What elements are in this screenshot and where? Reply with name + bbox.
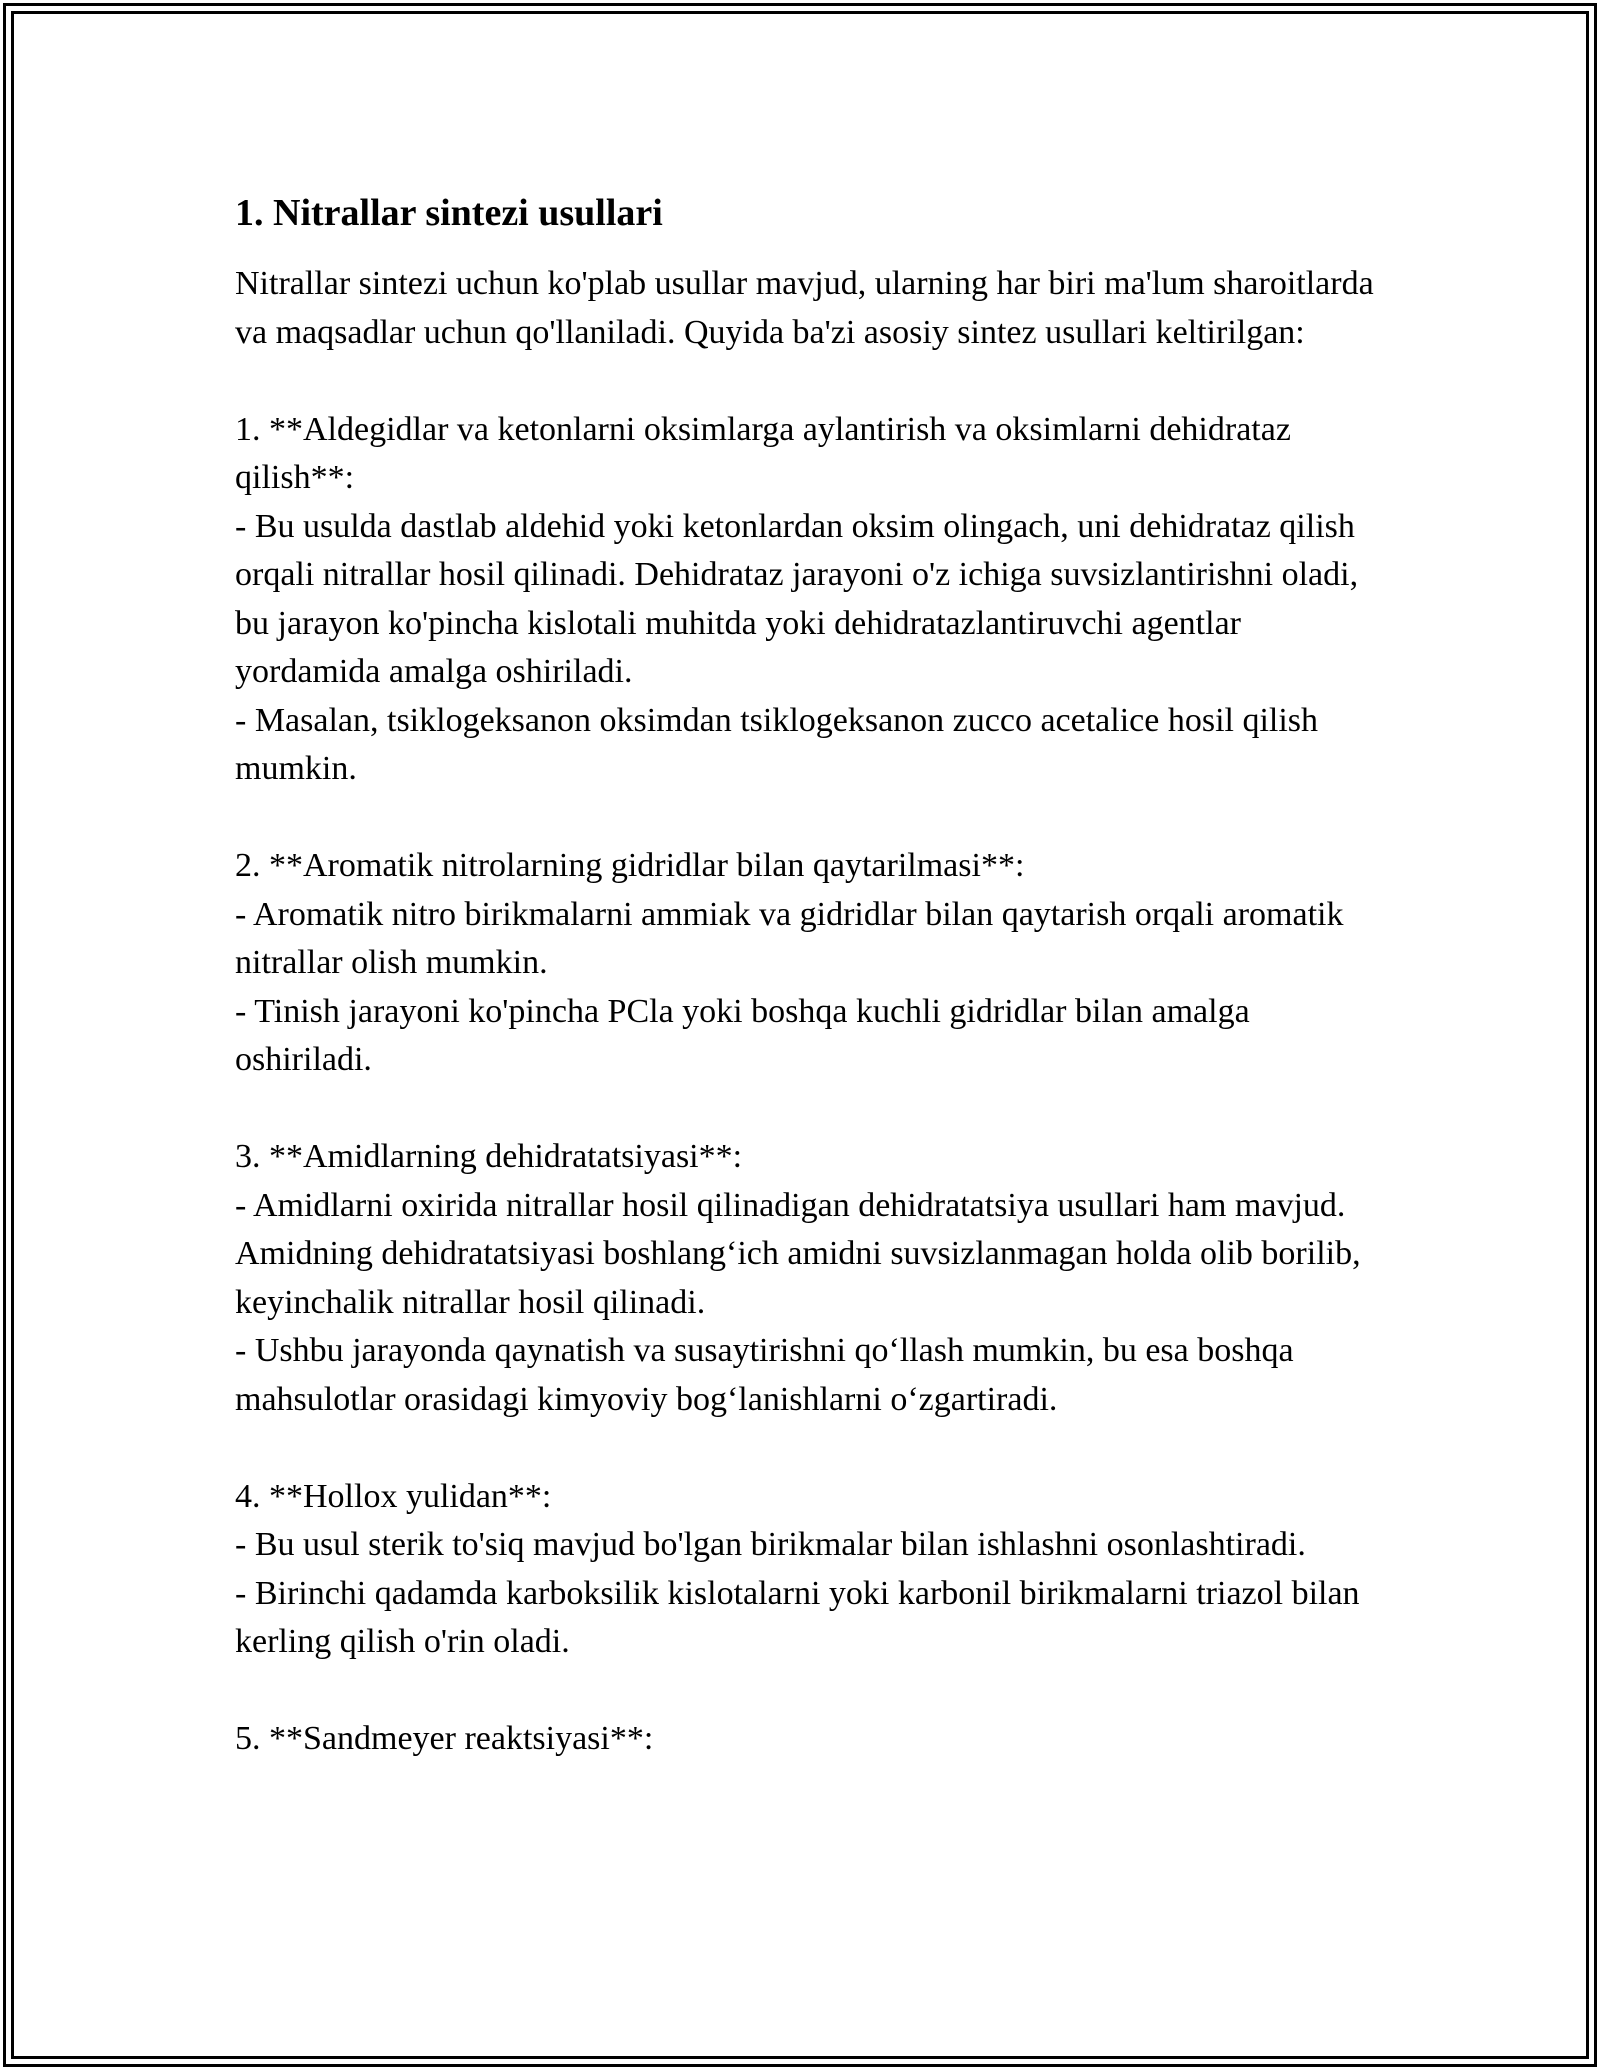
document-page bbox=[235, 188, 1375, 1764]
document-heading: 1. Nitrallar sintezi usullari bbox=[235, 192, 663, 234]
document-body-text: Nitrallar sintezi uchun ko'plab usullar mavjud, ularning har biri ma'lum sharoitlarda va maqsadlar uchun qo'llaniladi. Quyida ba'zi asosiy sintez usullari keltirilgan: 1. **Aldegidlar va ketonlarni oksimlarga aylantirish va oksimlarni dehidrataz qilish**: - Bu usulda dastlab aldehid yoki ketonlardan oksim olingach, uni dehidrataz qilish orqali nitrallar hosil qilinadi. Dehidrataz jarayoni o'z ichiga suvsizlantirishni oladi, bu jarayon ko'pincha kislotali muhitda yoki dehidratazlantiruvchi agentlar yordamida amalga oshiriladi. - Masalan, tsiklogeksanon oksimdan tsiklogeksanon zucco acetalice hosil qilish mumkin. 2. **Aromatik nitrolarning gidridlar bilan qaytarilmasi**: - Aromatik nitro birikmalarni ammiak va gidridlar bilan qaytarish orqali aromatik nitrallar olish mumkin. - Tinish jarayoni ko'pincha PCla yoki boshqa kuchli gidridlar bilan amalga oshiriladi. 3. **Amidlarning dehidratatsiyasi**: - Amidlarni oxirida nitrallar hosil qilinadigan dehidratatsiya usullari ham mavjud. Amidning dehidratatsiyasi boshlang‘ich amidni suvsizlanmagan holda olib borilib, keyinchalik nitrallar hosil qilinadi. - Ushbu jarayonda qaynatish va susaytirishni qo‘llash mumkin, bu esa boshqa mahsulotlar orasidagi kimyoviy bog‘lanishlarni o‘zgartiradi. 4. **Hollox yulidan**: - Bu usul sterik to'siq mavjud bo'lgan birikmalar bilan ishlashni osonlashtiradi. - Birinchi qadamda karboksilik kislotalarni yoki karbonil birikmalarni triazol bilan kerling qilish o'rin oladi. 5. **Sandmeyer reaktsiyasi**: bbox=[235, 265, 1374, 1757]
